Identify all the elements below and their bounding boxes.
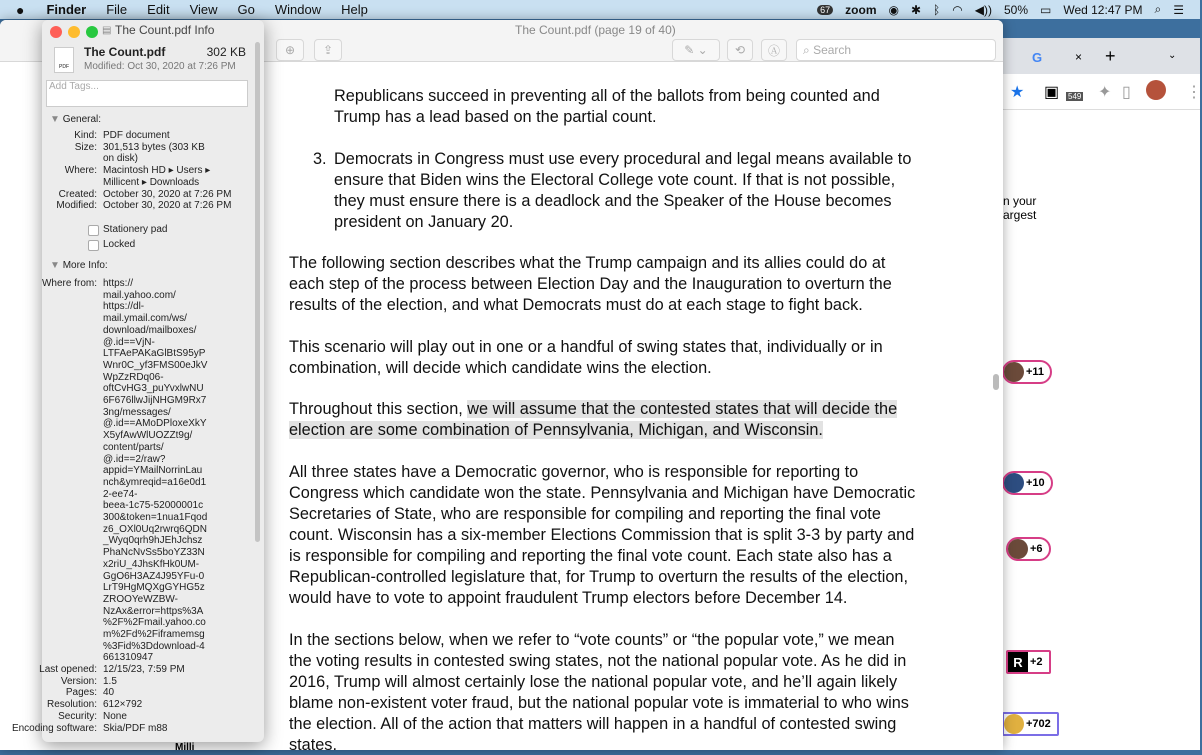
where-from-line: NzAx&error=https%3A [103,605,204,617]
where-from-line: 6F676llwJijNHGM9Rx7 [103,395,207,406]
pdf-text-line [289,630,894,650]
where-from-line: LrT9HgMQXgGYHG5z [103,582,205,594]
where-from-line: https://dl- [103,301,145,313]
where-from-line: Wnr0C_yf3FMS00eJkV [103,359,208,371]
general-label: Size: [74,141,97,153]
close-tab-icon[interactable]: × [1075,50,1083,64]
where-from-line: m%2Fd%2Fiframemsg [103,629,205,640]
general-value: on disk) [103,153,139,165]
pill-count: +11 [1026,366,1045,378]
general-label: General: [62,114,102,125]
general-label: Modified: [56,200,97,212]
zoom-in-button[interactable]: ⊕ [276,39,304,61]
avatar-pill[interactable] [1002,360,1052,384]
pdf-text-line [289,735,337,755]
bluetooth-icon[interactable]: ᛒ [933,2,941,17]
pdf-text-line [313,149,327,169]
where-from-line: LTFAePAKaGlBtS95yP [103,348,206,360]
where-from-line: GgO6H3AZ4J95YFu-0 [103,570,205,582]
pill-count: +6 [1030,543,1043,555]
tags-input[interactable]: Add Tags... [46,80,248,107]
close-button[interactable] [50,26,62,38]
avatar-pill[interactable] [1006,650,1051,674]
extension-badge[interactable]: 549 [1068,92,1082,101]
general-disclosure[interactable] [50,114,101,125]
line-text: In the sections below, when we refer to “vote counts” or “the popular vote,” we mean [289,631,895,649]
pdf-text-line [289,483,915,503]
line-text: Trump has a lead based on the partial count. [334,108,657,126]
more-info-value: 40 [103,687,115,699]
general-value: PDF document [103,130,170,141]
where-from-line: @.id==VjN- [103,336,155,348]
line-text: 2016, Trump will almost certainly lose the national popular vote, and he’ll again likely [289,673,898,691]
line-text: 3. [313,150,327,168]
pdf-text-line [289,399,897,419]
pdf-text-line [289,337,883,357]
avatar-pill[interactable] [1006,537,1051,561]
more-info-label: Security: [58,710,97,722]
triangle-down-icon: ▼ [50,114,63,125]
menu-help[interactable]: Help [341,2,368,17]
more-info-value: None [103,710,127,722]
markup-button[interactable]: ✎ ⌄ [672,39,720,61]
general-label: Where: [64,165,97,177]
general-value: Millicent ▸ Downloads [103,176,200,188]
highlighted-text[interactable]: we will assume that the contested states that will decide the [467,400,898,418]
share-button[interactable]: ⇪ [314,39,342,61]
line-text: All three states have a Democratic governor, who is responsible for reporting to [289,463,859,481]
pill-count: +702 [1026,718,1051,730]
annotate-button[interactable]: Ⓐ [761,39,787,61]
line-text: Secretaries of State, who are responsible for compiling and reporting the final vote [289,505,881,523]
line-text: the voting results in contested swing states, not the national popular vote. As he did in [289,652,907,670]
line-text: Republicans succeed in preventing all of the ballots from being counted and [334,87,880,105]
tab-search-icon[interactable]: ⌄ [1168,50,1177,61]
where-from-label: Where from: [41,278,97,289]
where-from-line: content/parts/ [103,441,164,453]
line-text: The following section describes what the Trump campaign and its allies could do at [289,254,886,272]
pdf-text-line [289,588,847,608]
menu-file[interactable]: File [106,2,128,17]
menu-icon[interactable]: ⋮ [1186,84,1202,101]
menu-edit[interactable]: Edit [147,2,170,17]
where-from-line: 2-ee74- [103,488,138,500]
pill-count: +2 [1030,656,1043,668]
snippet-line: argest [1003,208,1037,222]
minimize-button[interactable] [68,26,80,38]
pdf-text-line [334,212,513,232]
line-text: ensure that Biden wins the Electoral College vote count. If that is not possible, [334,171,896,189]
search-icon: ⌕ [803,42,814,57]
menu-bar [0,0,1200,19]
pdf-text-line [289,504,881,524]
general-value: 301,513 bytes (303 KB [103,141,205,153]
pdf-text-line [334,149,911,169]
line-text: combination, will decide which candidate wins the election. [289,359,712,377]
pdf-file-icon: PDF [54,47,74,73]
pdf-text-line [289,462,858,482]
more-info-value: Skia/PDF m88 [103,722,168,734]
pdf-text-line [289,714,896,734]
search-field[interactable] [796,39,996,61]
extensions-icon[interactable]: ✦ [1098,84,1112,101]
control-center-icon[interactable]: ☰ [1173,2,1184,17]
notification-badge[interactable]: 67 [817,5,833,15]
partial-label: Milli [175,742,195,753]
browser-tab-strip [1000,38,1200,74]
zoom-status[interactable]: zoom [845,2,877,17]
doc-icon: ▤ [102,25,112,36]
more-info-value: 612×792 [103,699,143,711]
avatar [1004,362,1024,382]
rotate-button[interactable]: ⟲ [727,39,753,61]
where-from-line: 300&token=1nua1Fqod [103,512,208,523]
battery-percent[interactable]: 50% [1003,2,1028,17]
google-tab-icon[interactable]: G [1032,50,1043,65]
pdf-text-line [289,672,897,692]
where-from-line: beea-1c75-52000001c [103,500,204,512]
file-size: 302 KB [206,45,246,59]
where-from-line: X5yfAwWlUOZZt9g/ [103,430,193,442]
where-from-line: %2F%2Fmail.yahoo.co [103,617,206,629]
more-info-label: Last opened: [39,664,97,675]
side-panel-icon[interactable]: ▯ [1122,84,1131,101]
triangle-down-icon: ▼ [50,260,63,271]
file-name: The Count.pdf [84,45,166,59]
where-from-line: z6_OXl0Uq2rwrq6QDN [103,523,207,535]
line-text: states. [289,736,337,754]
picture-in-picture-icon[interactable]: ▣ [1044,84,1060,101]
new-tab-button[interactable]: + [1105,46,1116,66]
where-from-line: x2riU_4JhsKfHk0UM- [103,558,200,570]
general-label: Kind: [74,130,97,141]
line-text: Democrats in Congress must use every procedural and legal means available to [334,150,912,168]
info-title: The Count.pdf Info [115,23,215,37]
apple-icon[interactable]: ● [16,1,25,18]
gear-icon[interactable]: ✱ [910,2,922,17]
where-from-line: @.id==AMoDPloxeXkY [103,418,207,430]
pdf-text-line [289,295,863,315]
menu-window[interactable]: Window [274,2,322,17]
where-from-line: 3ng/messages/ [103,406,171,418]
line-text: blame non-existent voter fraud, but the national popular vote is immaterial to who wins [289,694,909,712]
info-scrollbar[interactable] [255,42,260,542]
avatar [1008,539,1028,559]
pill-count: +10 [1026,477,1045,489]
info-panel [11,20,264,742]
where-from-line: PhaNcNvSs5boYZ33N [103,547,205,559]
profile-avatar[interactable] [1146,80,1166,100]
more-info-disclosure[interactable] [50,260,108,271]
line-text: each step of the process between Election Day and the Inauguration to overturn the [289,275,892,293]
line-text: count. Wisconsin has a six-member Elections Commission that is split 3-3 by party and [289,526,915,544]
pdf-text-line [289,546,892,566]
pdf-text-line [289,651,906,671]
pdf-text-line [334,191,892,211]
pdf-text-line [334,107,657,127]
pdf-text-line [334,170,895,190]
pdf-text-line [334,86,880,106]
pdf-text-line [289,525,914,545]
stationery-label: Stationery pad [103,224,168,235]
menu-go[interactable]: Go [237,2,255,17]
stationery-checkbox[interactable] [88,225,99,236]
window-title: The Count.pdf (page 19 of 40) [515,23,676,37]
pdf-text-line [289,253,885,273]
line-text: Republican-controlled legislature that, for Trump to overturn the results of the election, [289,568,909,586]
where-from-line: WpZzRDq06- [103,371,164,383]
general-value: Macintosh HD ▸ Users ▸ [103,165,211,177]
avatar [1004,714,1024,734]
where-from-line: appid=YMailNorrinLau [103,465,203,477]
search-icon[interactable]: ⌕ [1154,2,1162,16]
menu-view[interactable]: View [189,2,218,17]
highlighted-text[interactable]: election are some combination of Pennsylvania, Michigan, and Wisconsin. [289,421,823,439]
r-logo: R [1008,652,1028,672]
zoom-button[interactable] [86,26,98,38]
more-info-label: Resolution: [46,699,97,711]
line-text: president on January 20. [334,213,514,231]
wifi-icon[interactable]: ◠ [952,2,963,17]
browser-toolbar [1000,74,1200,110]
where-from-line: oftCvHG3_puYvxlwNU [103,383,204,395]
where-from-line: @.id==2/raw? [103,453,166,465]
line-text: results of the election, and what Democrats must do at each stage to fight back. [289,296,863,314]
pdf-text-line [289,693,909,713]
general-label: Created: [58,188,97,200]
where-from-line: ZROOYeWZBW- [103,593,179,605]
line-text: would have to vote to appoint fraudulent Trump electors before December 14. [289,589,848,607]
more-info-value: 1.5 [103,675,117,687]
line-text: Congress which candidate won the state. Pennsylvania and Michigan have Democratic [289,484,916,502]
page-snippet [1003,194,1036,222]
more-info-label: More Info: [62,260,108,271]
line-text: is responsible for compiling and reporting the final vote count. Each state also has a [289,547,892,565]
line-text: This scenario will play out in one or a handful of swing states that, individually or in [289,338,883,356]
avatar-pill[interactable] [1002,471,1053,495]
avatar-pill[interactable] [1002,712,1059,736]
pdf-text-line [289,358,712,378]
snippet-line: n your [1003,194,1037,208]
search-placeholder: Search [813,43,852,57]
where-from-line: 661310947 [103,652,154,664]
pdf-text-line [289,567,908,587]
more-info-value: 12/15/23, 7:59 PM [103,664,185,675]
where-from-line: https:// [103,278,134,289]
locked-checkbox[interactable] [88,240,99,251]
where-from-line: mail.ymail.com/ws/ [103,313,187,325]
line-text: Throughout this section, [289,400,468,418]
where-from-line: mail.yahoo.com/ [103,289,176,301]
general-value: October 30, 2020 at 7:26 PM [103,188,232,200]
bookmark-star-icon[interactable]: ★ [1010,84,1025,101]
pdf-text-line [289,420,823,440]
locked-label: Locked [103,239,136,250]
pdf-text-line [289,274,892,294]
menu-finder[interactable]: Finder [46,2,87,17]
more-info-label: Pages: [65,687,97,699]
more-info-label: Version: [60,675,97,687]
where-from-line: download/mailboxes/ [103,324,197,336]
clock[interactable]: Wed 12:47 PM [1063,2,1143,17]
globe-icon[interactable]: ◉ [888,2,899,17]
where-from-line: _Wyq0qrh9hJEhJchsz [103,535,203,547]
where-from-line: nch&ymreqid=a16e0d1 [103,476,207,488]
scrollbar[interactable] [993,374,999,390]
modified-summary: Modified: Oct 30, 2020 at 7:26 PM [84,61,236,72]
more-info-label: Encoding software: [11,722,97,734]
battery-icon[interactable]: ▭ [1040,2,1052,17]
volume-icon[interactable]: ◀)) [974,2,992,17]
where-from-line: %3Fid%3Ddownload-4 [103,640,205,652]
avatar [1004,473,1024,493]
line-text: they must ensure there is a deadlock and the Speaker of the House becomes [334,192,892,210]
general-value: October 30, 2020 at 7:26 PM [103,200,232,212]
line-text: the election. All of the action that matters will happen in a handful of contested swing [289,715,897,733]
